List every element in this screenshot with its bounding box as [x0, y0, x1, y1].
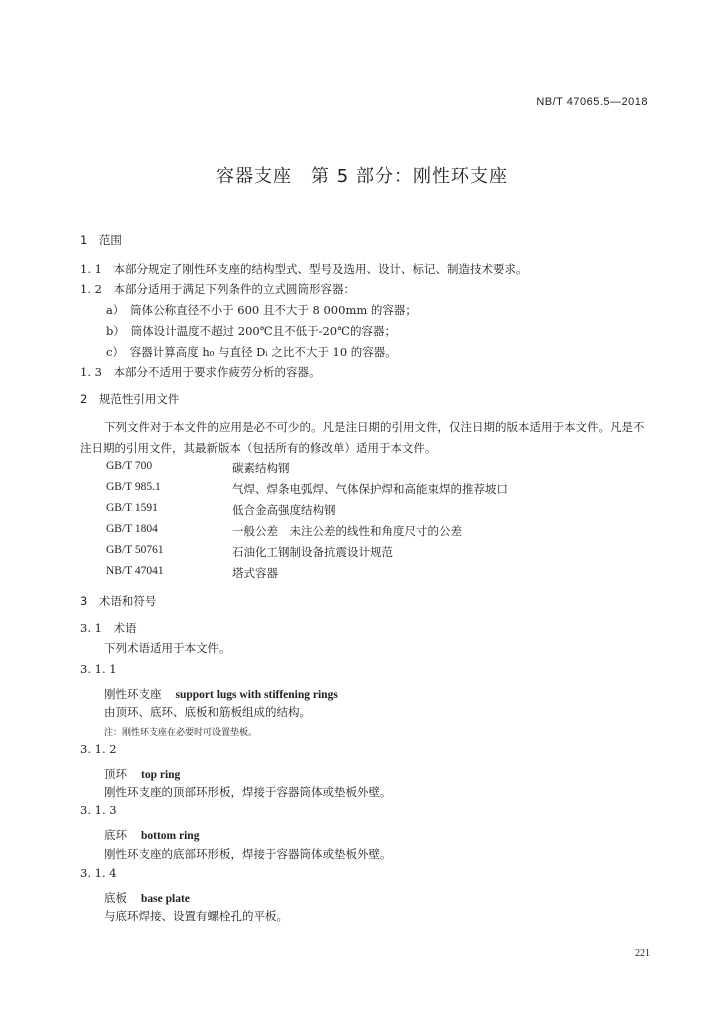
term-cn: 顶环: [104, 767, 127, 781]
term-heading: [104, 824, 199, 843]
ref-title: 低合金高强度结构钢: [232, 503, 336, 517]
clause-1-3: 1. 3 本部分不适用于要求作疲劳分析的容器。: [80, 365, 321, 379]
ref-title: 塔式容器: [232, 566, 278, 580]
term-definition: 刚性环支座的底部环形板，焊接于容器筒体或垫板外壁。: [104, 847, 392, 861]
term-number: 3. 1. 2: [80, 742, 117, 756]
term-cn: 底板: [104, 891, 127, 905]
ref-title: 石油化工钢制设备抗震设计规范: [232, 545, 393, 559]
term-en: bottom ring: [141, 830, 200, 842]
term-definition: 刚性环支座的顶部环形板，焊接于容器筒体或垫板外壁。: [104, 785, 392, 799]
clause-3-1-text: 下列术语适用于本文件。: [104, 641, 231, 655]
term-definition: 与底环焊接、设置有螺栓孔的平板。: [104, 909, 288, 923]
section-2-heading: 2 规范性引用文件: [80, 392, 180, 406]
term-number: 3. 1. 4: [80, 866, 117, 880]
term-definition: 由顶环、底环、底板和筋板组成的结构。: [104, 705, 311, 719]
section-3-heading: 3 术语和符号: [80, 594, 157, 608]
ref-code: NB/T 47041: [106, 565, 164, 577]
term-heading: [104, 683, 338, 702]
term-en: top ring: [141, 769, 181, 781]
ref-title: 一般公差 未注公差的线性和角度尺寸的公差: [232, 524, 462, 538]
ref-code: GB/T 50761: [106, 544, 164, 556]
term-en: support lugs with stiffening rings: [175, 689, 338, 701]
term-cn: 底环: [104, 828, 127, 842]
clause-3-1: 3. 1 术语: [80, 621, 137, 635]
clause-1-1: 1. 1 本部分规定了刚性环支座的结构型式、型号及选用、设计、标记、制造技术要求。: [80, 262, 528, 276]
section-1-heading: 1 范围: [80, 233, 122, 247]
page-number: 221: [635, 948, 650, 959]
ref-code: GB/T 1804: [106, 523, 158, 535]
term-note: 注：刚性环支座在必要时可设置垫板。: [104, 728, 258, 738]
clause-1-2: 1. 2 本部分适用于满足下列条件的立式圆筒形容器：: [80, 282, 355, 296]
normative-intro: 下列文件对于本文件的应用是必不可少的。凡是注日期的引用文件，仅注日期的版本适用于本文件。凡是不注日期的引用文件，其最新版本（包括所有的修改单）适用于本文件。: [80, 420, 645, 455]
standard-number: NB/T 47065.5—2018: [536, 96, 648, 108]
term-en: base plate: [141, 893, 190, 905]
term-number: 3. 1. 3: [80, 803, 117, 817]
term-heading: [104, 887, 190, 906]
ref-title: 气焊、焊条电弧焊、气体保护焊和高能束焊的推荐坡口: [232, 482, 508, 496]
list-item-b: b） 筒体设计温度不超过 200℃且不低于-20℃的容器；: [106, 324, 396, 338]
term-number: 3. 1. 1: [80, 662, 117, 676]
ref-code: GB/T 700: [106, 460, 153, 472]
ref-title: 碳素结构钢: [232, 461, 290, 475]
ref-code: GB/T 985.1: [106, 481, 161, 493]
ref-code: GB/T 1591: [106, 502, 158, 514]
list-item-a: a） 筒体公称直径不小于 600 且不大于 8 000mm 的容器；: [106, 303, 417, 317]
list-item-c: c） 容器计算高度 h₀ 与直径 Dᵢ 之比不大于 10 的容器。: [106, 345, 397, 359]
page-title: 容器支座 第 5 部分：刚性环支座: [216, 166, 508, 187]
term-cn: 刚性环支座: [104, 687, 162, 701]
term-heading: [104, 763, 180, 782]
